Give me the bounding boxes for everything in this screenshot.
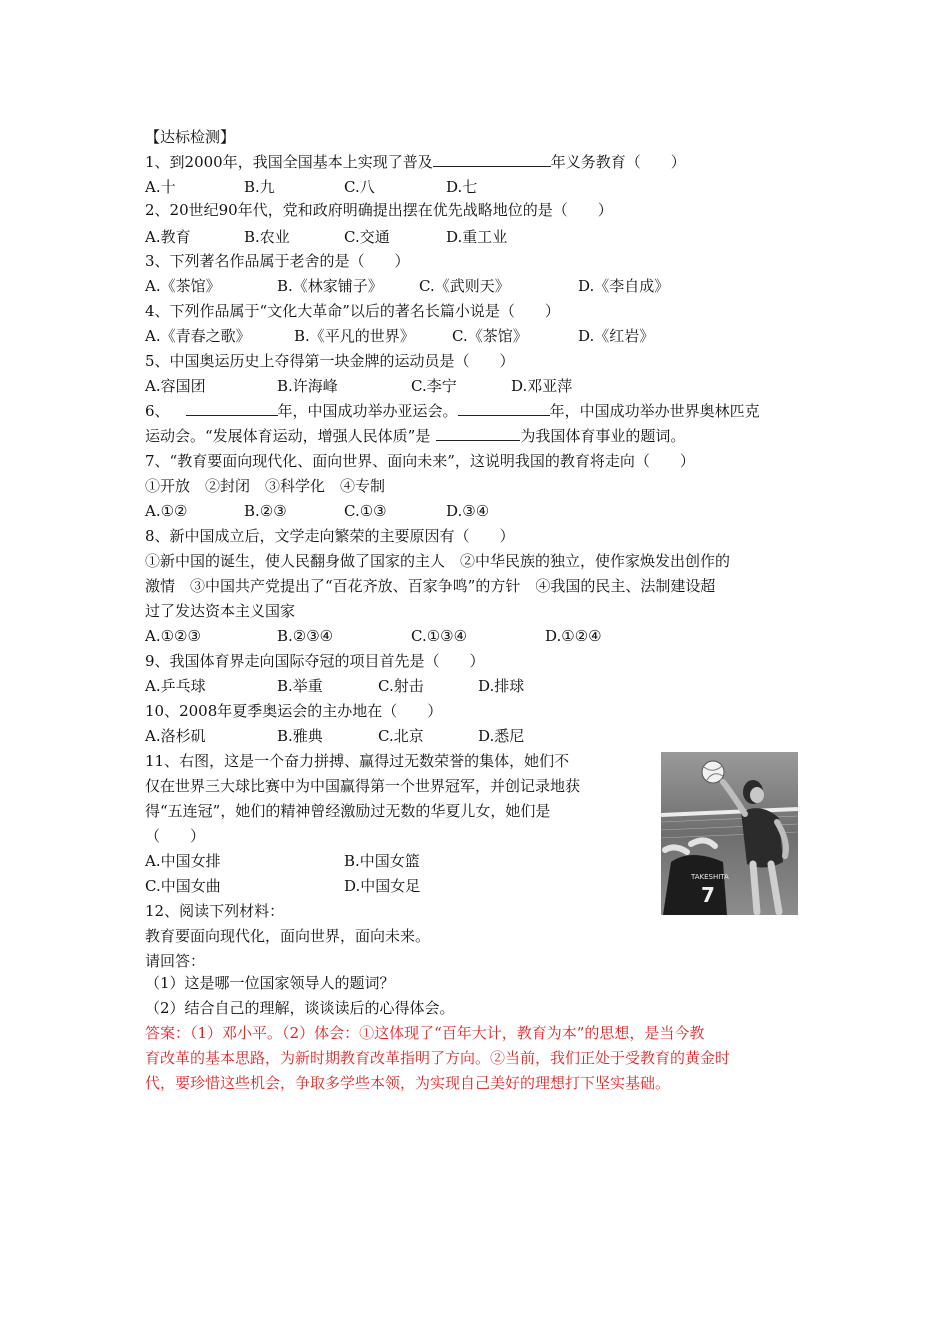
q7-option-d: D.③④	[446, 502, 490, 520]
q11-option-a: A.中国女排	[145, 852, 221, 870]
q1-option-d: D.七	[446, 178, 478, 196]
q8-option-d: D.①②④	[545, 627, 602, 645]
q9-option-b: B.举重	[277, 677, 323, 695]
q5-option-b: B.许海峰	[277, 377, 338, 395]
q4-option-d: D.《红岩》	[578, 327, 655, 345]
question-7-stem: 7、“教育要面向现代化、面向世界、面向未来”，这说明我国的教育将走向（ ）	[145, 452, 695, 470]
volleyball-photo-illustration	[661, 752, 798, 915]
question-12-stem: 12、阅读下列材料：	[145, 902, 285, 920]
q11-option-d: D.中国女足	[344, 877, 421, 895]
q10-option-c: C.北京	[378, 727, 424, 745]
q3-option-a: A.《茶馆》	[145, 277, 221, 295]
q4-option-b: B.《平凡的世界》	[294, 327, 415, 345]
q7-items: ①开放 ②封闭 ③科学化 ④专制	[145, 477, 386, 495]
q2-option-a: A.教育	[145, 228, 191, 246]
q10-option-d: D.悉尼	[478, 727, 525, 745]
q8-option-a: A.①②③	[145, 627, 201, 645]
q6-blank-1	[186, 401, 278, 416]
q11-option-c: C.中国女曲	[145, 877, 221, 895]
q9-option-d: D.排球	[478, 677, 525, 695]
answer-line-1: 答案：（1）邓小平。（2）体会：①这体现了“百年大计，教育为本”的思想，是当今教	[145, 1024, 705, 1042]
q12-material: 教育要面向现代化，面向世界，面向未来。	[145, 927, 431, 945]
q10-option-b: B.雅典	[277, 727, 323, 745]
q8-statement-line-3: 过了发达资本主义国家	[145, 602, 296, 620]
q10-option-a: A.洛杉矶	[145, 727, 206, 745]
question-8-stem: 8、新中国成立后，文学走向繁荣的主要原因有（ ）	[145, 527, 515, 545]
question-6-line-1	[145, 401, 760, 421]
question-4-stem: 4、下列作品属于“文化大革命”以后的著名长篇小说是（ ）	[145, 302, 560, 320]
q12-subquestion-2: （2）结合自己的理解，谈谈读后的心得体会。	[145, 999, 455, 1017]
question-2-stem: 2、20世纪90年代，党和政府明确提出摆在优先战略地位的是（ ）	[145, 201, 613, 219]
q6-number: 6、	[145, 402, 170, 420]
question-6-line-2	[145, 426, 685, 446]
q7-option-c: C.①③	[344, 502, 387, 520]
q3-option-d: D.《李自成》	[578, 277, 670, 295]
q6-text-4: 为我国体育事业的题词。	[520, 427, 686, 445]
q4-option-a: A.《青春之歌》	[145, 327, 251, 345]
q2-option-c: C.交通	[344, 228, 390, 246]
q1-option-a: A.十	[145, 178, 176, 196]
q8-statement-line-2: 激情 ③中国共产党提出了“百花齐放、百家争鸣”的方针 ④我国的民主、法制建设超	[145, 577, 716, 595]
q1-stem-part1: 1、到2000年，我国全国基本上实现了普及	[145, 153, 433, 171]
q1-stem-part2: 年义务教育（ ）	[550, 153, 686, 171]
q5-option-a: A.容国团	[145, 377, 206, 395]
jersey-name: TAKESHITA	[691, 873, 729, 881]
question-3-stem: 3、下列著名作品属于老舍的是（ ）	[145, 252, 410, 270]
question-10-stem: 10、2008年夏季奥运会的主办地在（ ）	[145, 702, 443, 720]
q6-blank-2	[458, 401, 550, 416]
section-title: 【达标检测】	[145, 128, 236, 146]
answer-line-3: 代，要珍惜这些机会，争取多学些本领，为实现自己美好的理想打下坚实基础。	[145, 1074, 671, 1092]
q11-text-line-3: 得“五连冠”，她们的精神曾经激励过无数的华夏儿女，她们是	[145, 802, 551, 820]
question-5-stem: 5、中国奥运历史上夺得第一块金牌的运动员是（ ）	[145, 352, 515, 370]
q8-statement-line-1: ①新中国的诞生，使人民翻身做了国家的主人 ②中华民族的独立，使作家焕发出创作的	[145, 552, 731, 570]
q12-prompt: 请回答：	[145, 952, 206, 970]
volleyball-icon	[702, 761, 724, 783]
jersey-number: 7	[701, 883, 715, 907]
q6-text-2: 年，中国成功举办世界奥林匹克	[549, 402, 760, 420]
volleyball-photo	[661, 752, 798, 915]
q8-option-c: C.①③④	[411, 627, 468, 645]
q1-option-c: C.八	[344, 178, 375, 196]
q1-option-b: B.九	[244, 178, 275, 196]
q3-option-b: B.《林家铺子》	[277, 277, 383, 295]
q9-option-c: C.射击	[378, 677, 424, 695]
q12-subquestion-1: （1）这是哪一位国家领导人的题词？	[145, 974, 395, 992]
q11-option-b: B.中国女篮	[344, 852, 420, 870]
q2-option-d: D.重工业	[446, 228, 508, 246]
q4-option-c: C.《茶馆》	[452, 327, 528, 345]
q5-option-d: D.邓亚萍	[511, 377, 573, 395]
q9-option-a: A.乒乓球	[145, 677, 206, 695]
q2-option-b: B.农业	[244, 228, 290, 246]
q6-text-3: 运动会。“发展体育运动，增强人民体质”是	[145, 427, 431, 445]
q7-option-b: B.②③	[244, 502, 287, 520]
q6-blank-3	[436, 426, 520, 441]
q8-option-b: B.②③④	[277, 627, 334, 645]
q1-blank	[433, 152, 551, 167]
q5-option-c: C.李宁	[411, 377, 457, 395]
q6-text-1: 年，中国成功举办亚运会。	[277, 402, 458, 420]
q11-text-line-2: 仅在世界三大球比赛中为中国赢得第一个世界冠军，并创记录地获	[145, 777, 581, 795]
answer-line-2: 育改革的基本思路，为新时期教育改革指明了方向。②当前，我们正处于受教育的黄金时	[145, 1049, 731, 1067]
question-9-stem: 9、我国体育界走向国际夺冠的项目首先是（ ）	[145, 652, 485, 670]
q11-text-line-1: 11、右图，这是一个奋力拼搏、赢得过无数荣誉的集体，她们不	[145, 752, 570, 770]
q7-option-a: A.①②	[145, 502, 188, 520]
q3-option-c: C.《武则天》	[419, 277, 510, 295]
q11-text-line-4: （ ）	[145, 827, 206, 845]
question-1-stem	[145, 152, 686, 172]
